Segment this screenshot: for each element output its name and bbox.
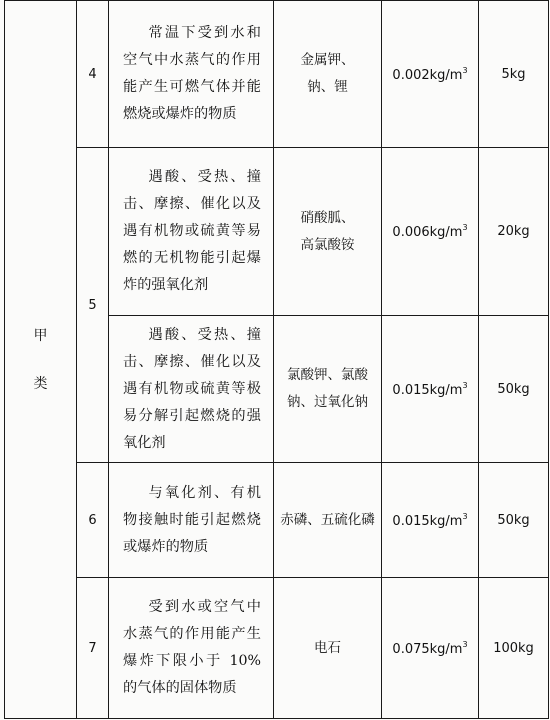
item-quantity: 50kg: [479, 463, 549, 578]
item-number: 5: [77, 148, 109, 463]
example-line: 金属钾、: [300, 52, 355, 68]
example-line: 氯酸钾、氯酸: [287, 367, 368, 383]
item-number: 7: [77, 578, 109, 719]
table-row: [5, 463, 549, 578]
table-row: [5, 578, 549, 719]
category-cell: [5, 1, 77, 719]
item-quantity: 50kg: [479, 316, 549, 463]
example-line: 硝酸胍、: [300, 209, 355, 226]
item-quantity: 20kg: [479, 148, 549, 316]
example-line: 电石: [314, 639, 341, 656]
item-density: $0.002kg/m^3$: [382, 1, 479, 148]
hazard-classification-table: [4, 0, 549, 719]
item-examples: [274, 148, 382, 316]
item-description: 常温下受到水和空气中水蒸气的作用能产生可燃气体并能燃烧或爆炸的物质: [109, 1, 274, 148]
item-examples: [274, 1, 382, 148]
item-description: 与氧化剂、有机物接触时能引起燃烧或爆炸的物质: [109, 463, 274, 578]
example-line: 赤磷、五硫化磷: [280, 511, 375, 528]
item-number: 6: [77, 463, 109, 578]
item-examples: [274, 578, 382, 719]
item-description: 遇酸、受热、撞击、摩擦、催化以及遇有机物或硫黄等易燃的无机物能引起爆炸的强氧化剂: [109, 148, 274, 316]
item-description: 遇酸、受热、撞击、摩擦、催化以及遇有机物或硫黄等极易分解引起燃烧的强氧化剂: [109, 316, 274, 463]
item-quantity: 5kg: [479, 1, 549, 148]
item-density: $0.075kg/m^3$: [382, 578, 479, 719]
item-quantity: 100kg: [479, 578, 549, 719]
item-examples: [274, 316, 382, 463]
item-density: $0.015kg/m^3$: [382, 463, 479, 578]
category-char-2: 类: [33, 375, 48, 392]
item-examples: [274, 463, 382, 578]
category-char-1: 甲: [33, 327, 48, 344]
item-density: $0.015kg/m^3$: [382, 316, 479, 463]
example-line: 高氯酸铵: [300, 236, 355, 253]
table-row: [5, 148, 549, 316]
table-row: [5, 1, 549, 148]
item-number: 4: [77, 1, 109, 148]
item-description: 受到水或空气中水蒸气的作用能产生爆炸下限小于 10% 的气体的固体物质: [109, 578, 274, 719]
item-density: $0.006kg/m^3$: [382, 148, 479, 316]
example-line: 钠、过氧化钠: [287, 394, 368, 410]
example-line: 钠、锂: [307, 79, 348, 95]
